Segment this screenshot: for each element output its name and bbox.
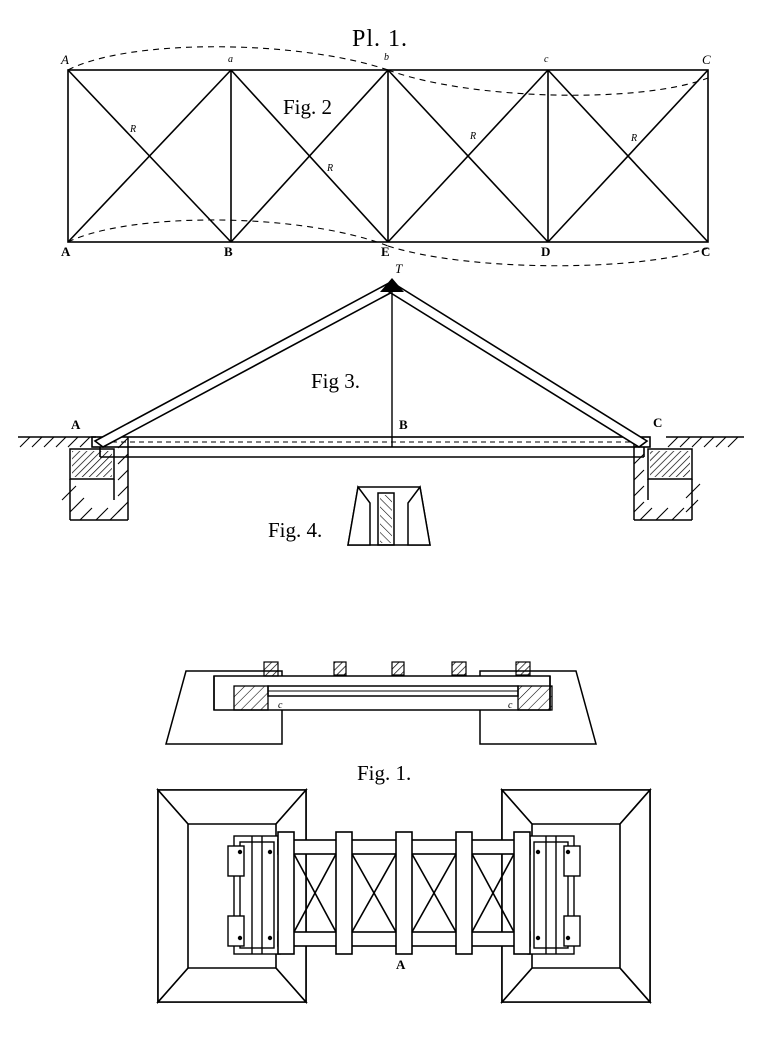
fig3-left-support-label: A [71,417,81,432]
fig2-bottom-node-e: E [381,244,390,259]
fig1-bearing-left [228,836,280,954]
fig3-center-label: B [399,417,408,432]
fig3-rafters [95,283,647,447]
fig1-center-label: A [396,957,406,972]
fig2-bottom-node-d: D [541,244,551,259]
fig3-deck-beam [92,437,650,457]
fig2-truss [68,70,708,242]
fig3-right-support-label: C [653,415,663,430]
fig2-bottom-node-a: A [61,244,71,259]
fig2-top-node-a: A [61,52,69,67]
fig4-core-hatch [380,495,392,543]
fig1-detail-label-left: c [278,700,283,711]
fig3-abutment-right-fill [650,451,690,477]
fig3-apex-label: T [395,261,403,276]
fig2-brace-label-4: R [631,133,638,144]
fig1-bearing-right [528,836,580,954]
fig3-ground-hatch-right [668,437,738,447]
fig2-top-node-C2: C [702,52,711,67]
fig3-abutment-right [634,437,692,520]
fig1-detail-label-right: c [508,700,513,711]
fig1-title: Fig. 1. [357,761,412,785]
fig3-abutment-left-fill [72,451,112,477]
fig2-brace-label-1: R [130,124,137,135]
fig2-top-node-c: c [544,54,549,65]
fig1-span-chords [278,832,530,954]
fig2-bottom-node-b: B [224,244,233,259]
fig2-top-node-b: b [384,52,389,63]
fig2-brace-label-2: R [327,163,334,174]
fig3-title: Fig 3. [311,369,361,393]
fig2-title: Fig. 2 [283,95,333,119]
fig3-ground-hatch-left [20,437,90,447]
fig2-bottom-node-c2: C [701,244,711,259]
plate-title: Pl. 1. [352,26,409,52]
fig4-title: Fig. 4. [268,518,323,542]
fig2-brace-label-3: R [470,131,477,142]
fig2-top-node-a2: a [228,54,233,65]
